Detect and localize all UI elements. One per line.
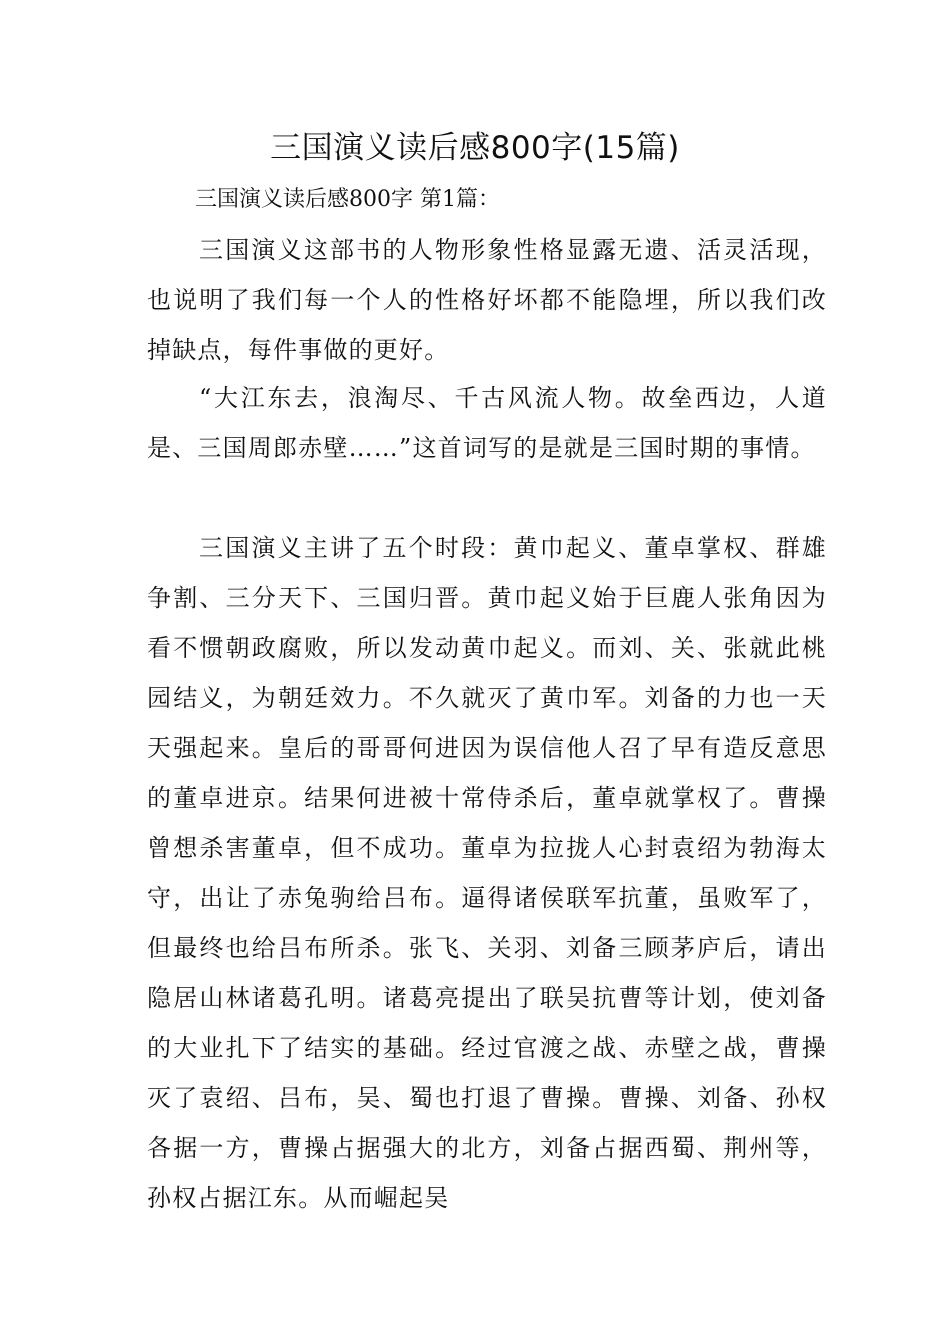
paragraph-1: 三国演义这部书的人物形象性格显露无遗、活灵活现，也说明了我们每一个人的性格好坏都不能隐埋，所以我们改掉缺点，每件事做的更好。 — [147, 236, 827, 364]
paragraph-3: 三国演义主讲了五个时段：黄巾起义、董卓掌权、群雄争割、三分天下、三国归晋。黄巾起义始于巨鹿人张角因为看不惯朝政腐败，所以发动黄巾起义。而刘、关、张就此桃园结义，为朝廷效力。不久就灭了黄巾军。刘备的力也一天天强起来。皇后的哥哥何进因为误信他人召了早有造反意思的董卓进京。结果何进被十常侍杀后，董卓就掌权了。曹操曾想杀害董卓，但不成功。董卓为拉拢人心封袁绍为勃海太守，出让了赤兔驹给吕布。逼得诸侯联军抗董，虽败军了，但最终也给吕布所杀。张飞、关羽、刘备三顾茅庐后，请出隐居山林诸葛孔明。诸葛亮提出了联吴抗曹等计划，使刘备的大业扎下了结实的基础。经过官渡之战、赤壁之战，曹操灭了袁绍、吕布，吴、蜀也打退了曹操。曹操、刘备、孙权各据一方，曹操占据强大的北方，刘备占据西蜀、荆州等，孙权占据江东。从而崛起吴 — [147, 534, 827, 1212]
document-title: 三国演义读后感800字(15篇) — [270, 130, 680, 166]
paragraph-2: “大江东去，浪淘尽、千古风流人物。故垒西边，人道是、三国周郎赤壁……”这首词写的是就是三国时期的事情。 — [147, 384, 827, 462]
section-heading: 三国演义读后感800字 第1篇： — [195, 187, 500, 212]
